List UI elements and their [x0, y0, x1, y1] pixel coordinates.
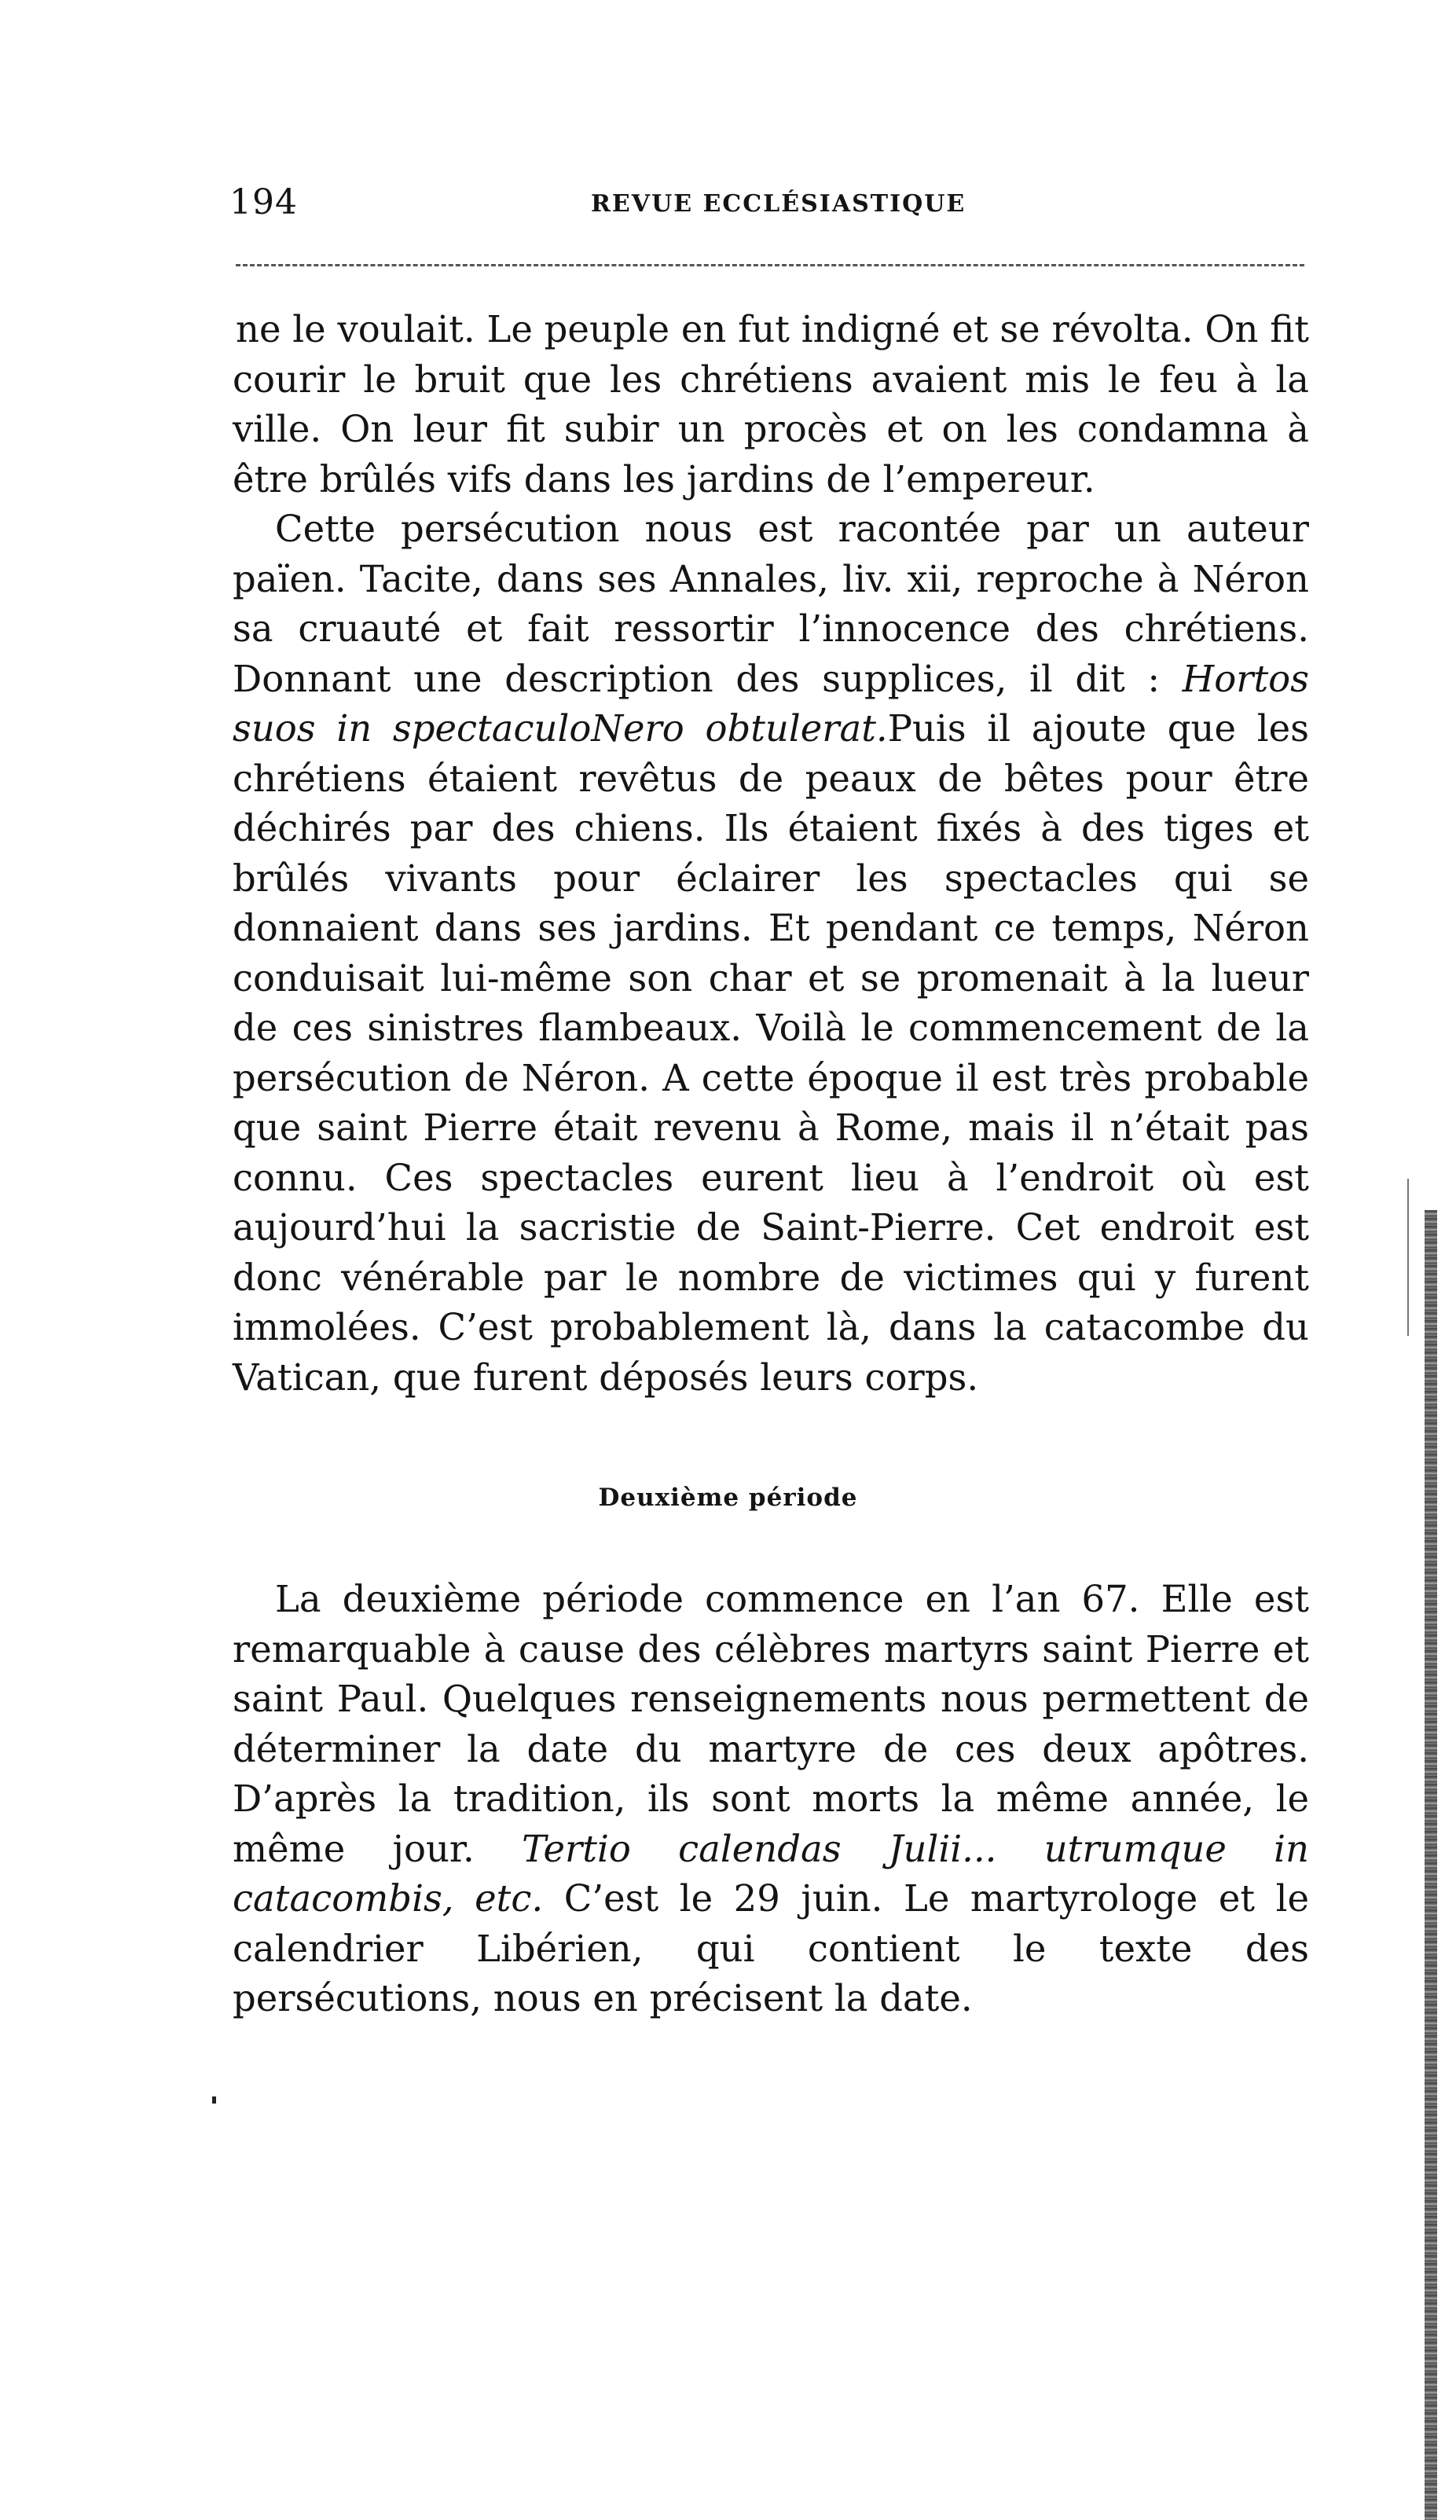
- page-edge-scan-artifact: [1425, 1210, 1437, 2520]
- header-rule: [236, 264, 1304, 266]
- paragraph-3: [233, 1575, 1309, 2024]
- paragraph-2-text: Cette persécution nous est racontée par un auteur païen. Tacite, dans ses Annales, liv. xii, reproche à Néron sa cruauté et fait ressortir l’innocence des chrétiens. Donnant une description des supplices, il dit :: [233, 508, 1309, 700]
- latin-quote-tacitus: Hortos suos in spectaculoNero obtulerat.: [233, 657, 1309, 750]
- paragraph-1: ne le voulait. Le peuple en fut indigné et se révolta. On fit courir le bruit que les chrétiens avaient mis le feu à la ville. On leur fit subir un procès et on les condamna à être brûlés vifs dans les jardins de l’empereur.: [233, 308, 1309, 501]
- latin-quote-calendar: Tertio calendas Julii... utrumque in catacombis, etc.: [233, 1827, 1309, 1920]
- page-header: [229, 182, 1306, 229]
- paragraph-3-text: La deuxième période commence en l’an 67. Elle est remarquable à cause des célèbres martyrs saint Pierre et saint Paul. Quelques renseignements nous permettent de déterminer la date du martyre de ces deux apôtres. D’après la tradition, ils sont morts la même année, le même jour.: [233, 1578, 1309, 1870]
- body-text-bottom: [233, 1575, 1309, 2024]
- body-text-top: [233, 305, 1309, 1403]
- paragraph-3-continuation: C’est le 29 juin. Le martyrologe et le calendrier Libérien, qui contient le texte des persécutions, nous en précisent la date.: [233, 1877, 1309, 2019]
- page-number: 194: [229, 182, 298, 222]
- section-heading: Deuxième période: [598, 1484, 858, 1512]
- stray-ink-mark: [212, 2096, 216, 2104]
- running-title: REVUE ECCLÉSIASTIQUE: [591, 190, 966, 218]
- paragraph-2: [233, 504, 1309, 1403]
- paragraph-2-continuation: Puis il ajoute que les chrétiens étaient revêtus de peaux de bêtes pour être déchirés par des chiens. Ils étaient fixés à des tiges et brûlés vivants pour éclairer les spectacles qui se donnaient dans ses jardins. Et pendant ce temps, Néron conduisait lui-même son char et se promenait à la lueur de ces sinistres flambeaux. Voilà le commencement de la persécution de Néron. A cette époque il est très probable que saint Pierre était revenu à Rome, mais il n’était pas connu. Ces spectacles eurent lieu à l’endroit où est aujourd’hui la sacristie de Saint-Pierre. Cet endroit est donc vénérable par le nombre de victimes qui y furent immolées. C’est probablement là, dans la catacombe du Vatican, que furent déposés leurs corps.: [233, 707, 1309, 1399]
- page-edge-line: [1407, 1179, 1409, 1336]
